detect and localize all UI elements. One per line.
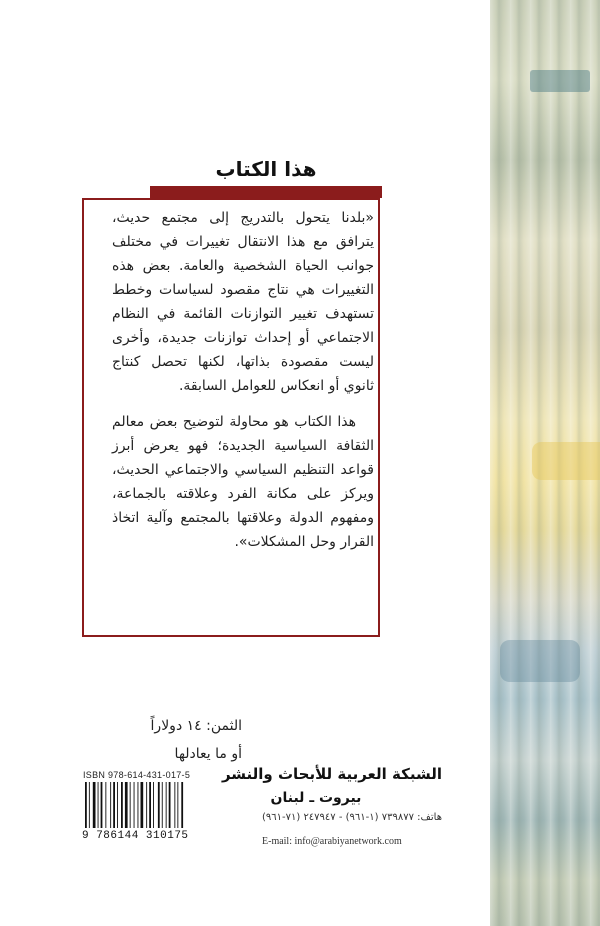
price-line: الثمن: ١٤ دولاراً: [150, 718, 242, 734]
title-accent-bar: [150, 186, 382, 198]
publisher-phone: هاتف: ٧٣٩٨٧٧ (١-٩٦١) - ٢٤٧٩٤٧ (٧١-٩٦١): [261, 812, 442, 823]
isbn-label: ISBN 978-614-431-017-5: [83, 770, 191, 780]
price-equivalent: أو ما يعادلها: [174, 746, 242, 762]
blurb-paragraph-2: هذا الكتاب هو محاولة لتوضيح بعض معالم الثقافة السياسية الجديدة؛ فهو يعرض أبرز قواعد التنظيم السياسي والاجتماعي الحديث، ويركز على مكانة الفرد وعلاقته بالجماعة، ومفهوم الدولة وعلاقتها بالمجتمع وآلية اتخاذ القرار وحل المشكلات».: [112, 414, 374, 550]
publisher-name: الشبكة العربية للأبحاث والنشر: [221, 765, 442, 783]
blurb-paragraph-1: «بلدنا يتحول بالتدريج إلى مجتمع حديث، يترافق مع هذا الانتقال تغييرات في مختلف جوانب الحياة الشخصية والعامة. بعض هذه التغييرات هي نتاج مقصود لسياسات وخطط تستهدف تغيير التوازنات القائمة في النظام الاجتماعي أو إحداث توازنات جديدة، وأخرى ليست مقصودة بذاتها، لكنها تحصل كنتاج ثانوي أو انعكاس للعوامل السابقة.: [112, 210, 374, 394]
publisher-block: [190, 764, 442, 806]
section-title: هذا الكتاب: [215, 157, 317, 181]
barcode-digits: 9 786144 310175: [82, 830, 189, 842]
publisher-city: بيروت ـ لبنان: [270, 790, 362, 806]
publisher-email: E-mail: info@arabiyanetwork.com: [262, 836, 402, 847]
price-block: [82, 716, 242, 764]
blurb-text: [112, 206, 374, 554]
barcode-icon: [84, 782, 206, 828]
painting-strip: [490, 0, 600, 926]
